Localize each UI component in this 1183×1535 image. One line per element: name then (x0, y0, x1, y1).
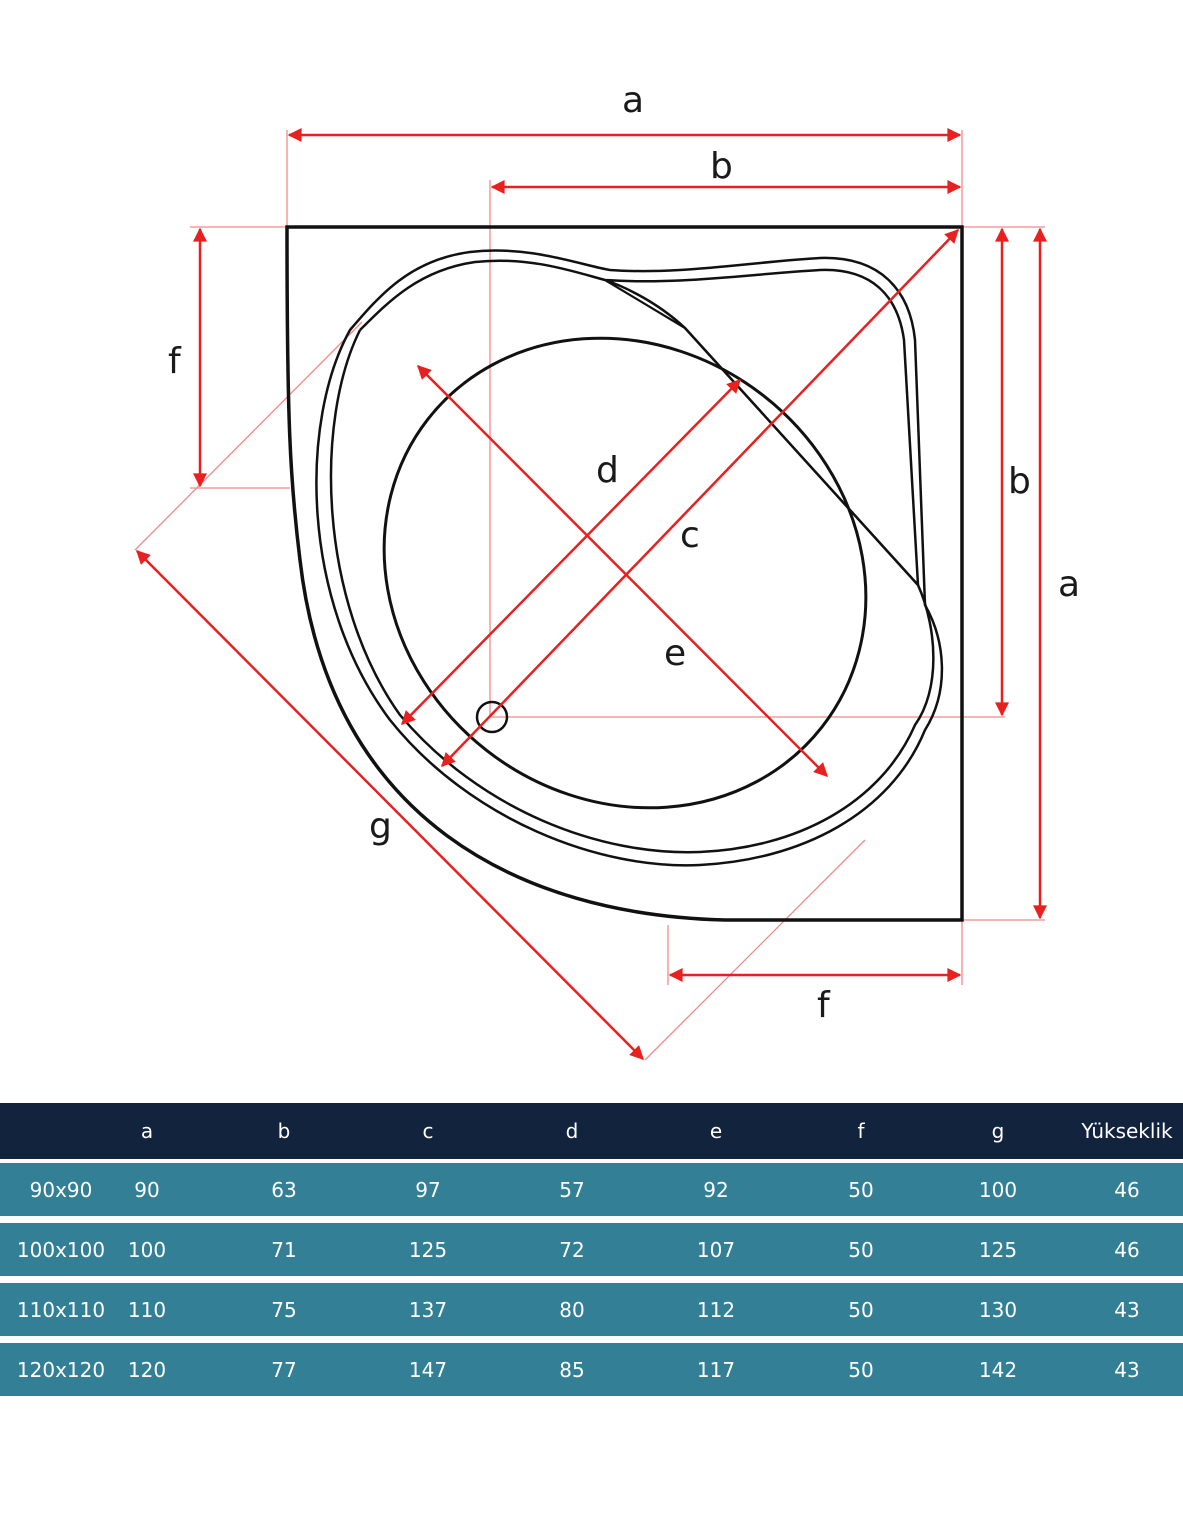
tub-rim-inner-2 (331, 330, 933, 852)
data-cell: 137 (408, 1297, 448, 1322)
dimension-labels (168, 80, 1080, 1026)
data-cell: 100 (127, 1237, 167, 1262)
data-cell: 46 (1114, 1177, 1140, 1202)
data-cell: 117 (696, 1357, 736, 1382)
header-cell: a (140, 1119, 154, 1143)
header-cell: d (565, 1119, 579, 1143)
data-cell: 100x100 (16, 1237, 106, 1262)
label-g: g (369, 806, 392, 847)
data-cell: 112 (696, 1297, 736, 1322)
data-cell: 97 (415, 1177, 441, 1202)
tub-rim-inner (360, 261, 918, 585)
data-cell: 43 (1114, 1297, 1140, 1322)
table-row (0, 1223, 1183, 1276)
table-header-row (0, 1103, 1183, 1159)
data-cell: 90 (134, 1177, 160, 1202)
label-d: d (596, 450, 619, 491)
data-cell: 110 (127, 1297, 167, 1322)
data-cell: 90x90 (29, 1177, 93, 1202)
header-cell: c (422, 1119, 434, 1143)
data-cell: 110x110 (16, 1297, 106, 1322)
table-row (0, 1163, 1183, 1216)
label-a-right: a (1058, 564, 1081, 605)
label-f-left: f (168, 341, 181, 382)
table-row (0, 1343, 1183, 1396)
data-cell: 142 (978, 1357, 1018, 1382)
data-cell: 71 (271, 1237, 297, 1262)
data-cell: 80 (559, 1297, 585, 1322)
label-e: e (664, 633, 687, 674)
data-cell: 120 (127, 1357, 167, 1382)
label-a-top: a (622, 80, 645, 121)
data-cell: 92 (703, 1177, 729, 1202)
header-cell: e (709, 1119, 723, 1143)
header-cell: Yükseklik (1081, 1119, 1173, 1143)
data-cell: 125 (978, 1237, 1018, 1262)
header-cell: g (991, 1119, 1005, 1143)
data-cell: 77 (271, 1357, 297, 1382)
dimensions-table (0, 1103, 1183, 1396)
table-row (0, 1283, 1183, 1336)
data-cell: 85 (559, 1357, 585, 1382)
data-cell: 107 (696, 1237, 736, 1262)
label-b-top: b (710, 146, 733, 187)
label-f-bottom: f (817, 985, 830, 1026)
data-cell: 75 (271, 1297, 297, 1322)
data-cell: 50 (848, 1357, 874, 1382)
data-cell: 46 (1114, 1237, 1140, 1262)
data-cell: 50 (848, 1237, 874, 1262)
dim-c (442, 230, 958, 766)
header-cell: b (277, 1119, 291, 1143)
data-cell: 72 (559, 1237, 585, 1262)
data-cell: 57 (559, 1177, 585, 1202)
dim-e (418, 366, 827, 776)
data-cell: 130 (978, 1297, 1018, 1322)
data-cell: 125 (408, 1237, 448, 1262)
data-cell: 147 (408, 1357, 448, 1382)
label-c: c (680, 515, 700, 556)
label-b-right: b (1008, 461, 1031, 502)
data-cell: 120x120 (16, 1357, 106, 1382)
data-cell: 43 (1114, 1357, 1140, 1382)
data-cell: 50 (848, 1297, 874, 1322)
header-cell: f (857, 1119, 865, 1143)
dim-g (137, 551, 643, 1059)
data-cell: 63 (271, 1177, 297, 1202)
data-cell: 100 (978, 1177, 1018, 1202)
data-cell: 50 (848, 1177, 874, 1202)
